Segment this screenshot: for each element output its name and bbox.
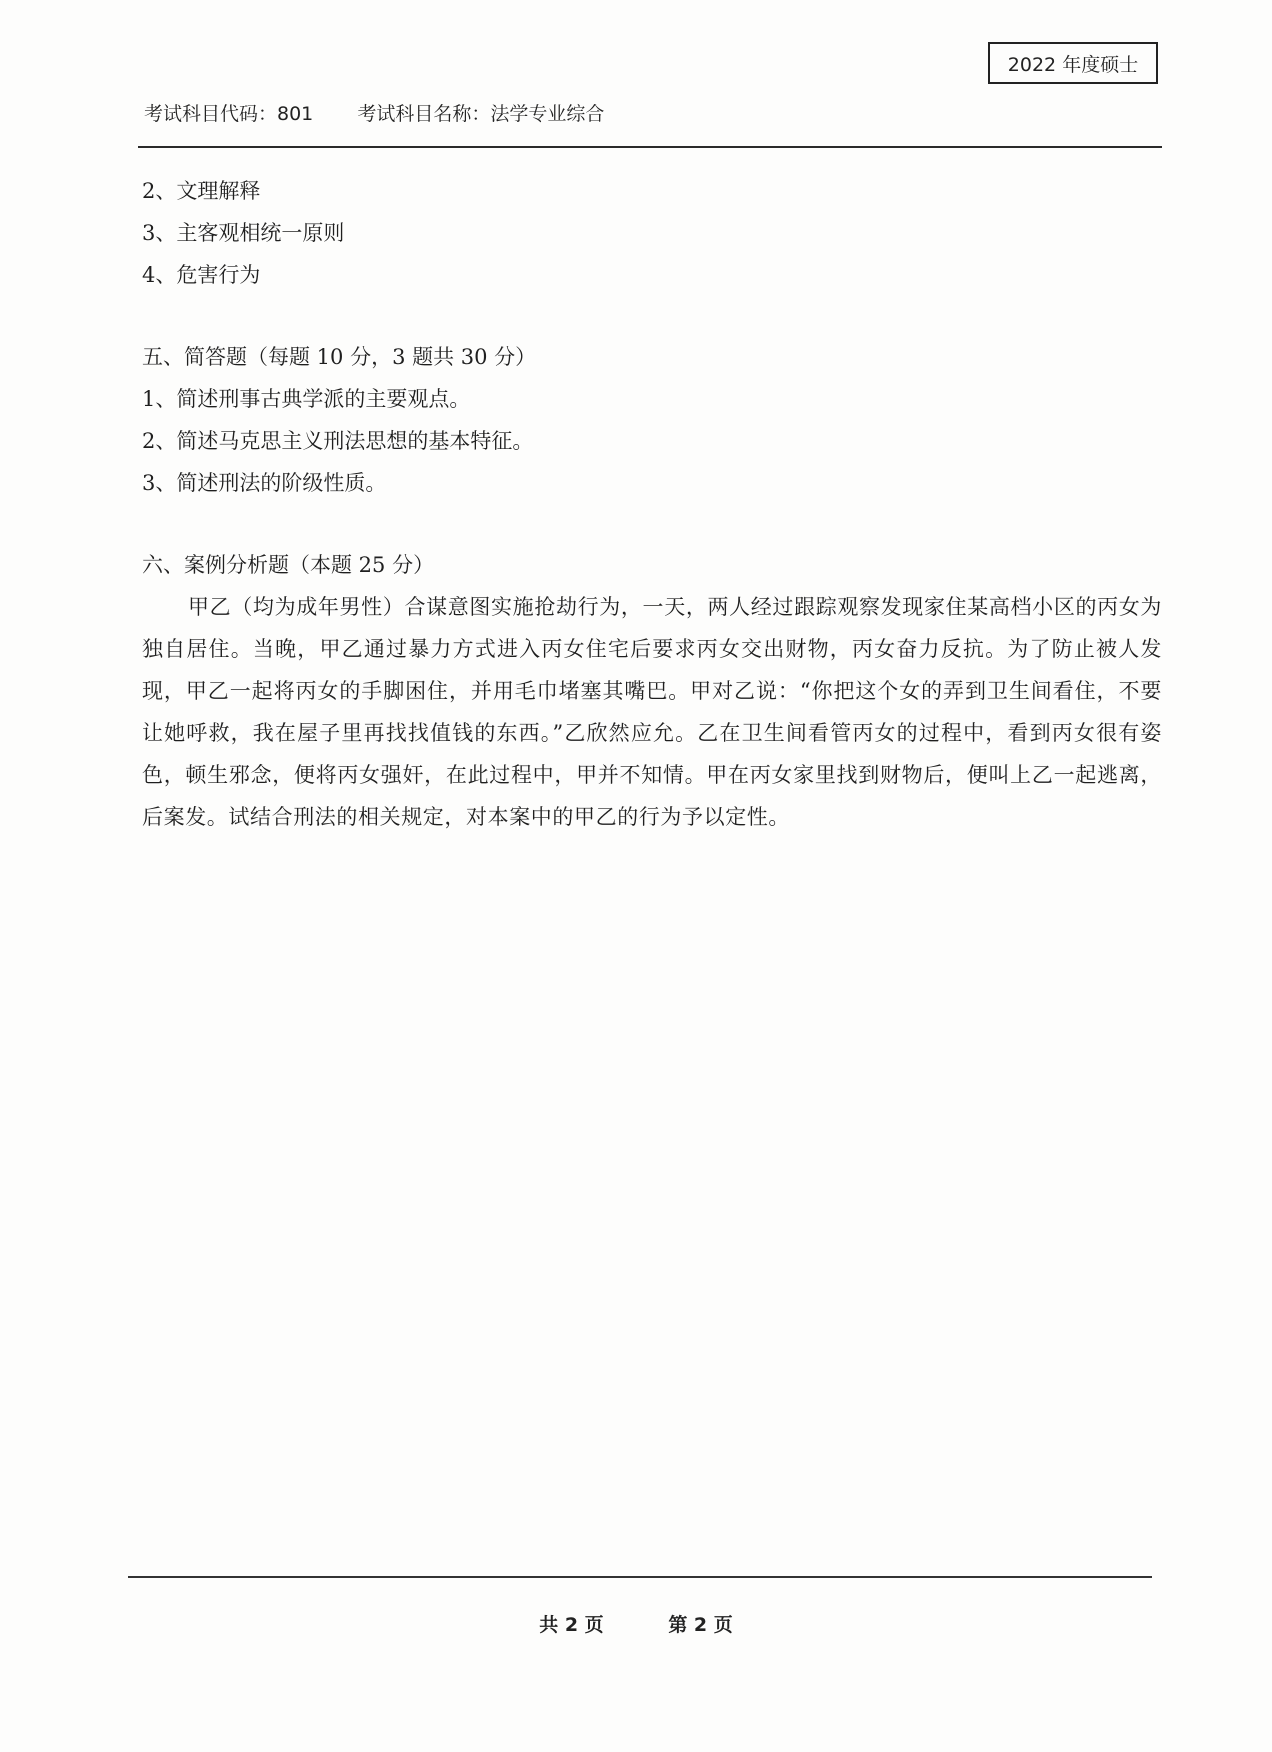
total-pages: 共 2 页 — [539, 1614, 604, 1636]
exam-content — [142, 170, 1162, 838]
current-page: 第 2 页 — [668, 1614, 733, 1636]
section5-title: 五、简答题（每题 10 分，3 题共 30 分） — [142, 345, 537, 369]
section-gap — [142, 296, 1162, 336]
subject-name: 考试科目名称：法学专业综合 — [357, 103, 605, 125]
year-label: 2022 年度硕士 — [1007, 53, 1139, 76]
list-item: 4、危害行为 — [142, 263, 261, 287]
list-item: 2、文理解释 — [142, 179, 261, 203]
list-item: 3、主客观相统一原则 — [142, 221, 345, 245]
section6-title: 六、案例分析题（本题 25 分） — [142, 553, 435, 577]
subject-code: 考试科目代码：801 — [144, 103, 314, 125]
year-label-box — [988, 42, 1158, 84]
question-item: 1、简述刑事古典学派的主要观点。 — [142, 387, 471, 411]
question-item: 2、简述马克思主义刑法思想的基本特征。 — [142, 429, 534, 453]
page-footer — [0, 1610, 1272, 1637]
footer-divider — [128, 1576, 1152, 1578]
section-gap — [142, 504, 1162, 544]
header-divider — [138, 146, 1162, 148]
question-item: 3、简述刑法的阶级性质。 — [142, 471, 387, 495]
exam-header — [144, 99, 604, 126]
case-text: 甲乙（均为成年男性）合谋意图实施抢劫行为，一天，两人经过跟踪观察发现家住某高档小区的丙女为独自居住。当晚，甲乙通过暴力方式进入丙女住宅后要求丙女交出财物，丙女奋力反抗。为了防止被人发现，甲乙一起将丙女的手脚困住，并用毛巾堵塞其嘴巴。甲对乙说：“你把这个女的弄到卫生间看住，不要让她呼救，我在屋子里再找找值钱的东西。”乙欣然应允。乙在卫生间看管丙女的过程中，看到丙女很有姿色，顿生邪念，便将丙女强奸，在此过程中，甲并不知情。甲在丙女家里找到财物后，便叫上乙一起逃离，后案发。试结合刑法的相关规定，对本案中的甲乙的行为予以定性。 — [142, 595, 1162, 829]
